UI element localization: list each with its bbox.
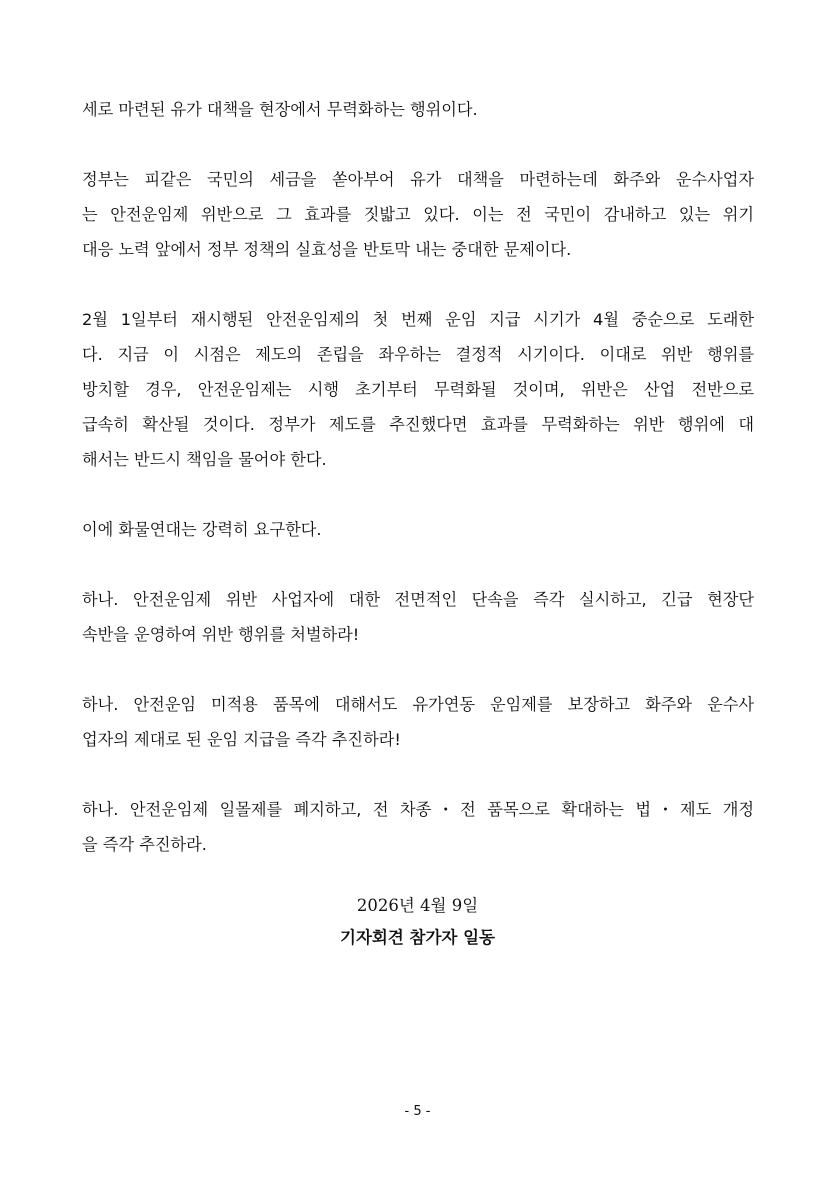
page-number: - 5 - bbox=[404, 1104, 431, 1119]
paragraph-line: 속반을 운영하여 위반 행위를 처벌하라! bbox=[82, 625, 360, 644]
paragraph-line: 해서는 반드시 책임을 물어야 한다. bbox=[82, 450, 327, 469]
paragraph-line: 급속히 확산될 것이다. 정부가 제도를 추진했다면 효과를 무력화하는 위반 행위에 대 bbox=[82, 415, 754, 434]
paragraph-line: 이에 화물연대는 강력히 요구한다. bbox=[82, 520, 322, 539]
paragraph-intro bbox=[82, 92, 754, 127]
paragraph-line: 정부는 피같은 국민의 세금을 쏟아부어 유가 대책을 마련하는데 화주와 운수사업자 bbox=[82, 170, 754, 189]
paragraph-line: 하나. 안전운임제 일몰제를 폐지하고, 전 차종・전 품목으로 확대하는 법・제도 개정 bbox=[82, 800, 754, 819]
paragraph-line: 하나. 안전운임제 위반 사업자에 대한 전면적인 단속을 즉각 실시하고, 긴급 현장단 bbox=[82, 590, 754, 609]
paragraph-demand-intro bbox=[82, 512, 754, 547]
paragraph-line: 세로 마련된 유가 대책을 현장에서 무력화하는 행위이다. bbox=[82, 100, 478, 119]
demand-item-2 bbox=[82, 687, 754, 757]
signature-organization: 기자회견 참가자 일동 bbox=[340, 928, 495, 947]
demand-item-3 bbox=[82, 792, 754, 862]
signature-date: 2026년 4월 9일 bbox=[356, 896, 479, 915]
paragraph-line: 하나. 안전운임 미적용 품목에 대해서도 유가연동 운임제를 보장하고 화주와 운수사 bbox=[82, 695, 754, 714]
paragraph-government-policy bbox=[82, 162, 754, 267]
paragraph-line: 방치할 경우, 안전운임제는 시행 초기부터 무력화될 것이며, 위반은 산업 전반으로 bbox=[82, 380, 754, 399]
paragraph-line: 대응 노력 앞에서 정부 정책의 실효성을 반토막 내는 중대한 문제이다. bbox=[82, 240, 572, 259]
paragraph-line: 다. 지금 이 시점은 제도의 존립을 좌우하는 결정적 시기이다. 이대로 위반 행위를 bbox=[82, 345, 754, 364]
paragraph-line: 을 즉각 추진하라. bbox=[82, 835, 207, 854]
paragraph-line: 는 안전운임제 위반으로 그 효과를 짓밟고 있다. 이는 전 국민이 감내하고 있는 위기 bbox=[82, 205, 754, 224]
paragraph-line: 업자의 제대로 된 운임 지급을 즉각 추진하라! bbox=[82, 730, 401, 749]
demand-item-1 bbox=[82, 582, 754, 652]
paragraph-safety-freight-timing bbox=[82, 302, 754, 477]
paragraph-line: 2월 1일부터 재시행된 안전운임제의 첫 번째 운임 지급 시기가 4월 중순으로 도래한 bbox=[82, 310, 754, 329]
document-body bbox=[82, 92, 754, 897]
